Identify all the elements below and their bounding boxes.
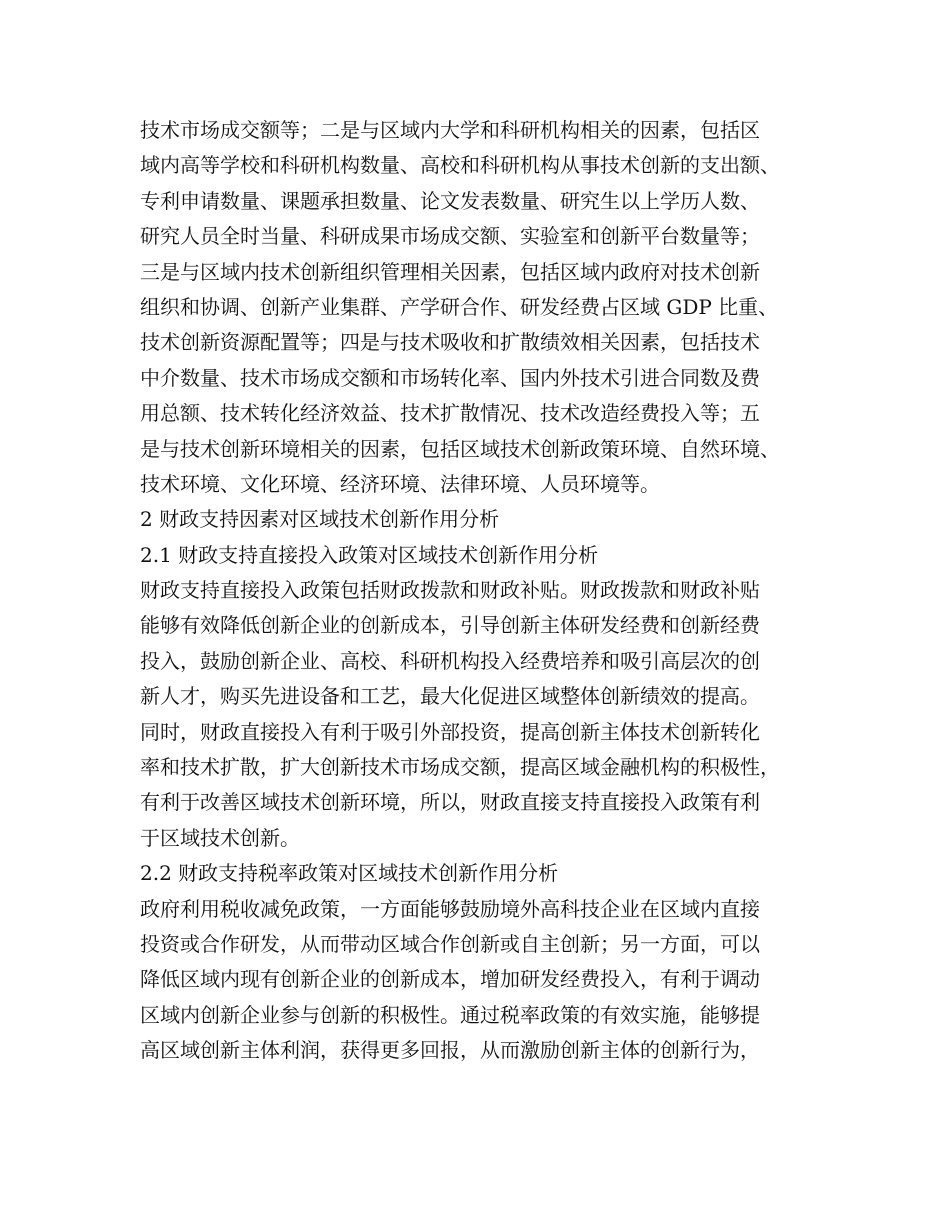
body-line: 投资或合作研发，从而带动区域合作创新或自主创新；另一方面，可以: [140, 931, 760, 956]
body-line: 三是与区域内技术创新组织管理相关因素，包括区域内政府对技术创新: [140, 259, 760, 284]
body-line: 同时，财政直接投入有利于吸引外部投资，提高创新主体技术创新转化: [140, 719, 760, 744]
body-line: 技术环境、文化环境、经济环境、法律环境、人员环境等。: [140, 471, 660, 496]
body-line: 域内高等学校和科研机构数量、高校和科研机构从事技术创新的支出额、: [140, 153, 780, 178]
body-line: 是与技术创新环境相关的因素，包括区域技术创新政策环境、自然环境、: [140, 436, 780, 461]
section-heading: 2 财政支持因素对区域技术创新作用分析: [140, 507, 500, 532]
subsection-heading: 2.1 财政支持直接投入政策对区域技术创新作用分析: [140, 542, 599, 567]
body-line: 降低区域内现有创新企业的创新成本，增加研发经费投入，有利于调动: [140, 967, 760, 992]
body-line: 专利申请数量、课题承担数量、论文发表数量、研究生以上学历人数、: [140, 188, 760, 213]
body-line: 于区域技术创新。: [140, 825, 300, 850]
body-line: 技术创新资源配置等；四是与技术吸收和扩散绩效相关因素，包括技术: [140, 330, 760, 355]
document-body: [140, 113, 830, 1069]
body-line: 政府利用税收减免政策，一方面能够鼓励境外高科技企业在区域内直接: [140, 896, 760, 921]
body-line: 能够有效降低创新企业的创新成本，引导创新主体研发经费和创新经费: [140, 613, 760, 638]
body-line: 率和技术扩散，扩大创新技术市场成交额，提高区域金融机构的积极性，: [140, 755, 780, 780]
body-line: 研究人员全时当量、科研成果市场成交额、实验室和创新平台数量等；: [140, 224, 760, 249]
body-line: 新人才，购买先进设备和工艺，最大化促进区域整体创新绩效的提高。: [140, 684, 760, 709]
subsection-heading: 2.2 财政支持税率政策对区域技术创新作用分析: [140, 861, 559, 886]
body-line: 中介数量、技术市场成交额和市场转化率、国内外技术引进合同数及费: [140, 365, 760, 390]
body-line: 技术市场成交额等；二是与区域内大学和科研机构相关的因素，包括区: [140, 118, 760, 142]
body-line: 有利于改善区域技术创新环境，所以，财政直接支持直接投入政策有利: [140, 790, 760, 815]
body-line: 用总额、技术转化经济效益、技术扩散情况、技术改造经费投入等；五: [140, 401, 760, 426]
body-line: 财政支持直接投入政策包括财政拨款和财政补贴。财政拨款和财政补贴: [140, 578, 760, 603]
body-line: 投入，鼓励创新企业、高校、科研机构投入经费培养和吸引高层次的创: [140, 648, 760, 673]
body-line: 区域内创新企业参与创新的积极性。通过税率政策的有效实施，能够提: [140, 1002, 760, 1027]
body-line: 组织和协调、创新产业集群、产学研合作、研发经费占区域 GDP 比重、: [140, 294, 779, 319]
body-line: 高区域创新主体利润，获得更多回报，从而激励创新主体的创新行为，: [140, 1038, 760, 1063]
